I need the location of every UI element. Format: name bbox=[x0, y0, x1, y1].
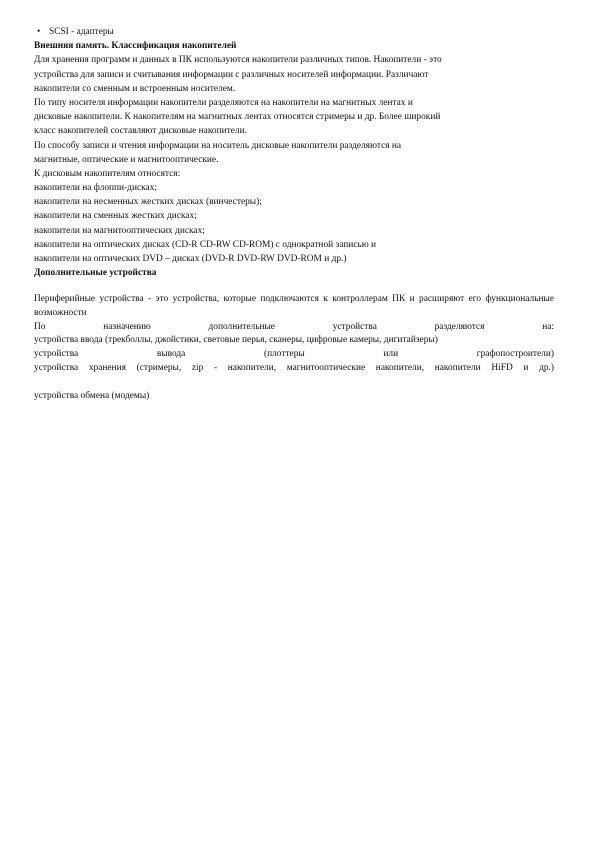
text-line: накопители со сменным и встроенным носителем. bbox=[34, 83, 236, 94]
list-item: накопители на оптических DVD – дисках (DVD-R DVD-RW DVD-ROM и др.) bbox=[34, 254, 347, 264]
paragraph-storage-devices: устройства хранения (стримеры, zip - накопители, магнитооптические накопители, накопители HiFD и др.) bbox=[34, 362, 554, 373]
text-line: По типу носителя информации накопители разделяются на накопители на магнитных лентах и bbox=[34, 97, 413, 108]
bullet-text: SCSI - адаптеры bbox=[49, 27, 114, 37]
text-line: устройства для записи и считывания информации с различных носителей информации. Различают bbox=[34, 69, 429, 80]
list-item: накопители на флоппи-дисках; bbox=[34, 183, 157, 194]
paragraph-peripheral: Периферийные устройства - это устройства, которые подключаются к контроллерам ПК и расширяют его функциональные возможности bbox=[34, 294, 554, 319]
text-line: Для хранения программ и данных в ПК используются накопители различных типов. Накопители - это bbox=[34, 55, 442, 66]
text-line: дисковые накопители. К накопителям на магнитных лентах относятся стримеры и др. Более широкий bbox=[34, 112, 441, 123]
section-body-storage bbox=[34, 53, 554, 266]
section-body-devices bbox=[34, 293, 554, 403]
paragraph-purpose: По назначению дополнительные устройства разделяются на: bbox=[34, 321, 554, 332]
list-item: накопители на оптических дисках (CD-R CD-RW CD-ROM) с однократной записью и bbox=[34, 239, 377, 250]
text-line: По способу записи и чтения информации на носитель дисковые накопители разделяются на bbox=[34, 140, 402, 151]
text-line: класс накопителей составляют дисковые накопители. bbox=[34, 126, 247, 137]
document-page bbox=[34, 25, 554, 403]
list-item: накопители на магнитооптических дисках; bbox=[34, 225, 205, 236]
section-heading-additional-devices: Дополнительные устройства bbox=[34, 268, 157, 279]
paragraph-output-devices: устройства вывода (плоттеры или графопостроители) bbox=[34, 349, 554, 360]
text-line: К дисковым накопителям относятся: bbox=[34, 168, 181, 179]
section-heading-external-memory: Внешняя память. Классификация накопителей bbox=[34, 41, 237, 52]
text-line: магнитные, оптические и магнитооптические. bbox=[34, 154, 219, 165]
bullet-marker: • bbox=[37, 27, 41, 37]
paragraph-gap bbox=[34, 280, 554, 293]
list-item: накопители на сменных жестких дисках; bbox=[34, 211, 197, 222]
paragraph-input-devices: устройства ввода (трекболлы, джойстики, световые перья, сканеры, цифровые камеры, дигитайзеры) bbox=[34, 335, 438, 346]
list-item: накопители на несменных жестких дисках (винчестеры); bbox=[34, 197, 262, 208]
bullet-item bbox=[34, 25, 554, 39]
paragraph-exchange-devices: устройства обмена (модемы) bbox=[34, 391, 150, 402]
